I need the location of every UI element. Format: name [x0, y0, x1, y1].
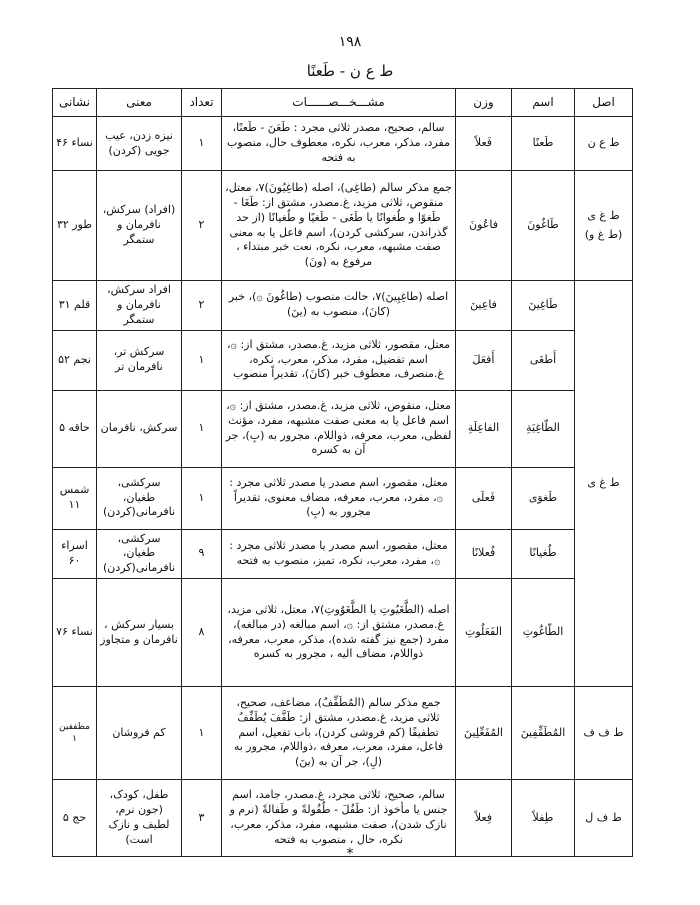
meaning-cell: کم فروشان — [97, 687, 182, 780]
word-cell: طَاغِینَ — [512, 281, 575, 331]
root-cell — [575, 281, 633, 687]
table-row — [53, 579, 633, 687]
count-cell: ۱ — [182, 687, 222, 780]
footer-mark: * — [346, 846, 354, 862]
table-row — [53, 390, 633, 467]
header-row — [53, 89, 633, 117]
wazn-cell: المُفَعِّلِینَ — [456, 687, 512, 780]
header-specs: مشـــخـــصــــــات — [222, 89, 456, 117]
root-cell — [575, 171, 633, 281]
root-cell — [575, 117, 633, 171]
specs-cell: معتل، مقصور، ثلاثی مزید، غ.مصدر، مشتق از: ۞، اسم تفضیل، مفرد، مذکر، معرب، نکره، غ.منصرف، معطوف خبر (کانَ)، تقدیراً منصوب — [222, 330, 456, 390]
word-cell: الطّاغِیَةِ — [512, 390, 575, 467]
table-row — [53, 171, 633, 281]
header-count: تعداد — [182, 89, 222, 117]
table-row — [53, 467, 633, 529]
meaning-cell: بسیار سرکش ، نافرمان و متجاوز — [97, 579, 182, 687]
table-row — [53, 330, 633, 390]
count-cell: ۱ — [182, 390, 222, 467]
ref-cell: حج ۵ — [53, 780, 97, 857]
root-alt: (ط غ و) — [584, 227, 623, 241]
word-cell: طُغیانًا — [512, 529, 575, 579]
wazn-cell: أَفعَلَ — [456, 330, 512, 390]
word-cell: الطّاغُوتِ — [512, 579, 575, 687]
wazn-cell: فُعلانًا — [456, 529, 512, 579]
table-row — [53, 281, 633, 331]
meaning-cell: طفل، کودک، (جون نرم، لطیف و نازک است) — [97, 780, 182, 857]
specs-cell: معتل، منقوص، ثلاثی مزید، غ.مصدر، مشتق از: ۞، اسم فاعل یا به معنی صفت مشبهه، مفرد، مؤنث لفظی، معرب، معرفه، ذواللام، مجرور به (بِ)، جر آن به کسره — [222, 390, 456, 467]
count-cell: ۲ — [182, 171, 222, 281]
specs-cell: جمع مذکر سالم (طاغِی)، اصله (طاغِیُونَ)۷، معتل، منقوص، ثلاثی مزید، غ.مصدر، مشتق از: طَغَا - طَغوًا و طُغوانًا یا طَغَی - طَغیًا و طُغیانًا (از حد گذراندن، سرکشی کردن)، اسم فاعل یا به معنی صفت مشبهه، معرب، نکره، نعت خبر مبتداء ، مرفوع به (ونَ) — [222, 171, 456, 281]
specs-cell: اصله (الطَّغَیُوتِ یا الطَّغَوُوتِ)۷، معتل، ثلاثی مزید، غ.مصدر، مشتق از: ۞، اسم مبالغه (در مبالغه)، مفرد (جمع نیز گفته شده)، مذکر، معرب، معرفه، ذواللام، مضاف الیه ، مجرور به کسره — [222, 579, 456, 687]
word-cell: أَطغَی — [512, 330, 575, 390]
ref-cell: نساء ۷۶ — [53, 579, 97, 687]
meaning-cell: سرکش، نافرمان — [97, 390, 182, 467]
root-cell — [575, 687, 633, 780]
table-row — [53, 117, 633, 171]
word-cell: المُطَفِّفِینَ — [512, 687, 575, 780]
count-cell: ۱ — [182, 330, 222, 390]
lexicon-table — [52, 88, 633, 857]
wazn-cell: فِعلاً — [456, 780, 512, 857]
wazn-cell: فَعلاً — [456, 117, 512, 171]
wazn-cell: الفاعِلَةِ — [456, 390, 512, 467]
root-letters: ط غ ی — [587, 208, 620, 222]
ref-cell: حاقه ۵ — [53, 390, 97, 467]
ref-cell: نجم ۵۲ — [53, 330, 97, 390]
count-cell: ۲ — [182, 281, 222, 331]
header-meaning: معنی — [97, 89, 182, 117]
specs-cell: سالم، صحیح، مصدر ثلاثی مجرد : طَعَنَ - طَعنًا، مفرد، مذکر، معرب، نکره، معطوف حال، منصوب به فتحه — [222, 117, 456, 171]
ref-cell: طور ۳۲ — [53, 171, 97, 281]
wazn-cell: الفَعَلُوتِ — [456, 579, 512, 687]
word-cell: طَغوَی — [512, 467, 575, 529]
table-row — [53, 687, 633, 780]
count-cell: ۳ — [182, 780, 222, 857]
header-word: اسم — [512, 89, 575, 117]
meaning-cell: (افراد) سرکش، نافرمان و ستمگر — [97, 171, 182, 281]
count-cell: ۱ — [182, 467, 222, 529]
meaning-cell: سرکشی، طغیان، نافرمانی(کردن) — [97, 529, 182, 579]
header-ref: نشانی — [53, 89, 97, 117]
specs-cell: معتل، مقصور، اسم مصدر یا مصدر ثلاثی مجرد : ۞، مفرد، معرب، معرفه، مضاف معنوی، تقدیراً مجرور به (بِ) — [222, 467, 456, 529]
table-row — [53, 780, 633, 857]
root-letters: ط ف ل — [585, 810, 622, 824]
table-row — [53, 529, 633, 579]
word-cell: طِفلاً — [512, 780, 575, 857]
word-cell: طَاغُونَ — [512, 171, 575, 281]
meaning-cell: نیزه زدن، عیب جویی (کردن) — [97, 117, 182, 171]
count-cell: ۸ — [182, 579, 222, 687]
ref-cell: شمس ۱۱ — [53, 467, 97, 529]
root-cell — [575, 780, 633, 857]
ref-cell: اسراء ۶۰ — [53, 529, 97, 579]
header-wazn: وزن — [456, 89, 512, 117]
wazn-cell: فاعُونَ — [456, 171, 512, 281]
specs-cell: جمع مذکر سالم (المُطَفِّفُ)، مضاعف، صحیح، ثلاثی مزید، غ.مصدر، مشتق از: طَفَّفَ یُطَفِّفُ تطفیفًا (کم فروشی کردن)، باب تفعیل، اسم فاعل، مفرد، معرب، معرفه ،ذواللام، مجرور به (لِ)، جر آن به (ینَ) — [222, 687, 456, 780]
wazn-cell: فَعلَی — [456, 467, 512, 529]
root-letters: ط ع ن — [587, 136, 620, 150]
page-number: ۱۹۸ — [338, 34, 362, 50]
root-letters: ط غ ی — [587, 476, 620, 490]
word-cell: طَعنًا — [512, 117, 575, 171]
root-letters: ط ف ف — [583, 725, 624, 739]
header-root: اصل — [575, 89, 633, 117]
specs-cell: اصله (طاغِیِینَ)۷، حالت منصوب (طاغُونَ ۞)، خبر (کانَ)، منصوب به (ینَ) — [222, 281, 456, 331]
count-cell: ۹ — [182, 529, 222, 579]
meaning-cell: سرکش تر، نافرمان تر — [97, 330, 182, 390]
specs-cell: سالم، صحیح، ثلاثی مجرد، غ.مصدر، جامد، اسم جنس یا مأخوذ از: طَفُلَ - طُفُولةً و طَفالةً (نرم و نازک شدن)، صفت مشبهه، مفرد، مذکر، معرب، نکره، حال ، منصوب به فتحه — [222, 780, 456, 857]
wazn-cell: فاعِینَ — [456, 281, 512, 331]
count-cell: ۱ — [182, 117, 222, 171]
specs-cell: معتل، مقصور، اسم مصدر یا مصدر ثلاثی مجرد : ۞، مفرد، معرب، نکره، تمیز، منصوب به فتحه — [222, 529, 456, 579]
page-title: ط ع ن - طَعنًا — [306, 62, 394, 80]
ref-cell: مطففین ۱ — [53, 687, 97, 780]
meaning-cell: سرکشی، طغیان، نافرمانی(کردن) — [97, 467, 182, 529]
ref-cell: قلم ۳۱ — [53, 281, 97, 331]
ref-cell: نساء ۴۶ — [53, 117, 97, 171]
meaning-cell: افراد سرکش، نافرمان و ستمگر — [97, 281, 182, 331]
